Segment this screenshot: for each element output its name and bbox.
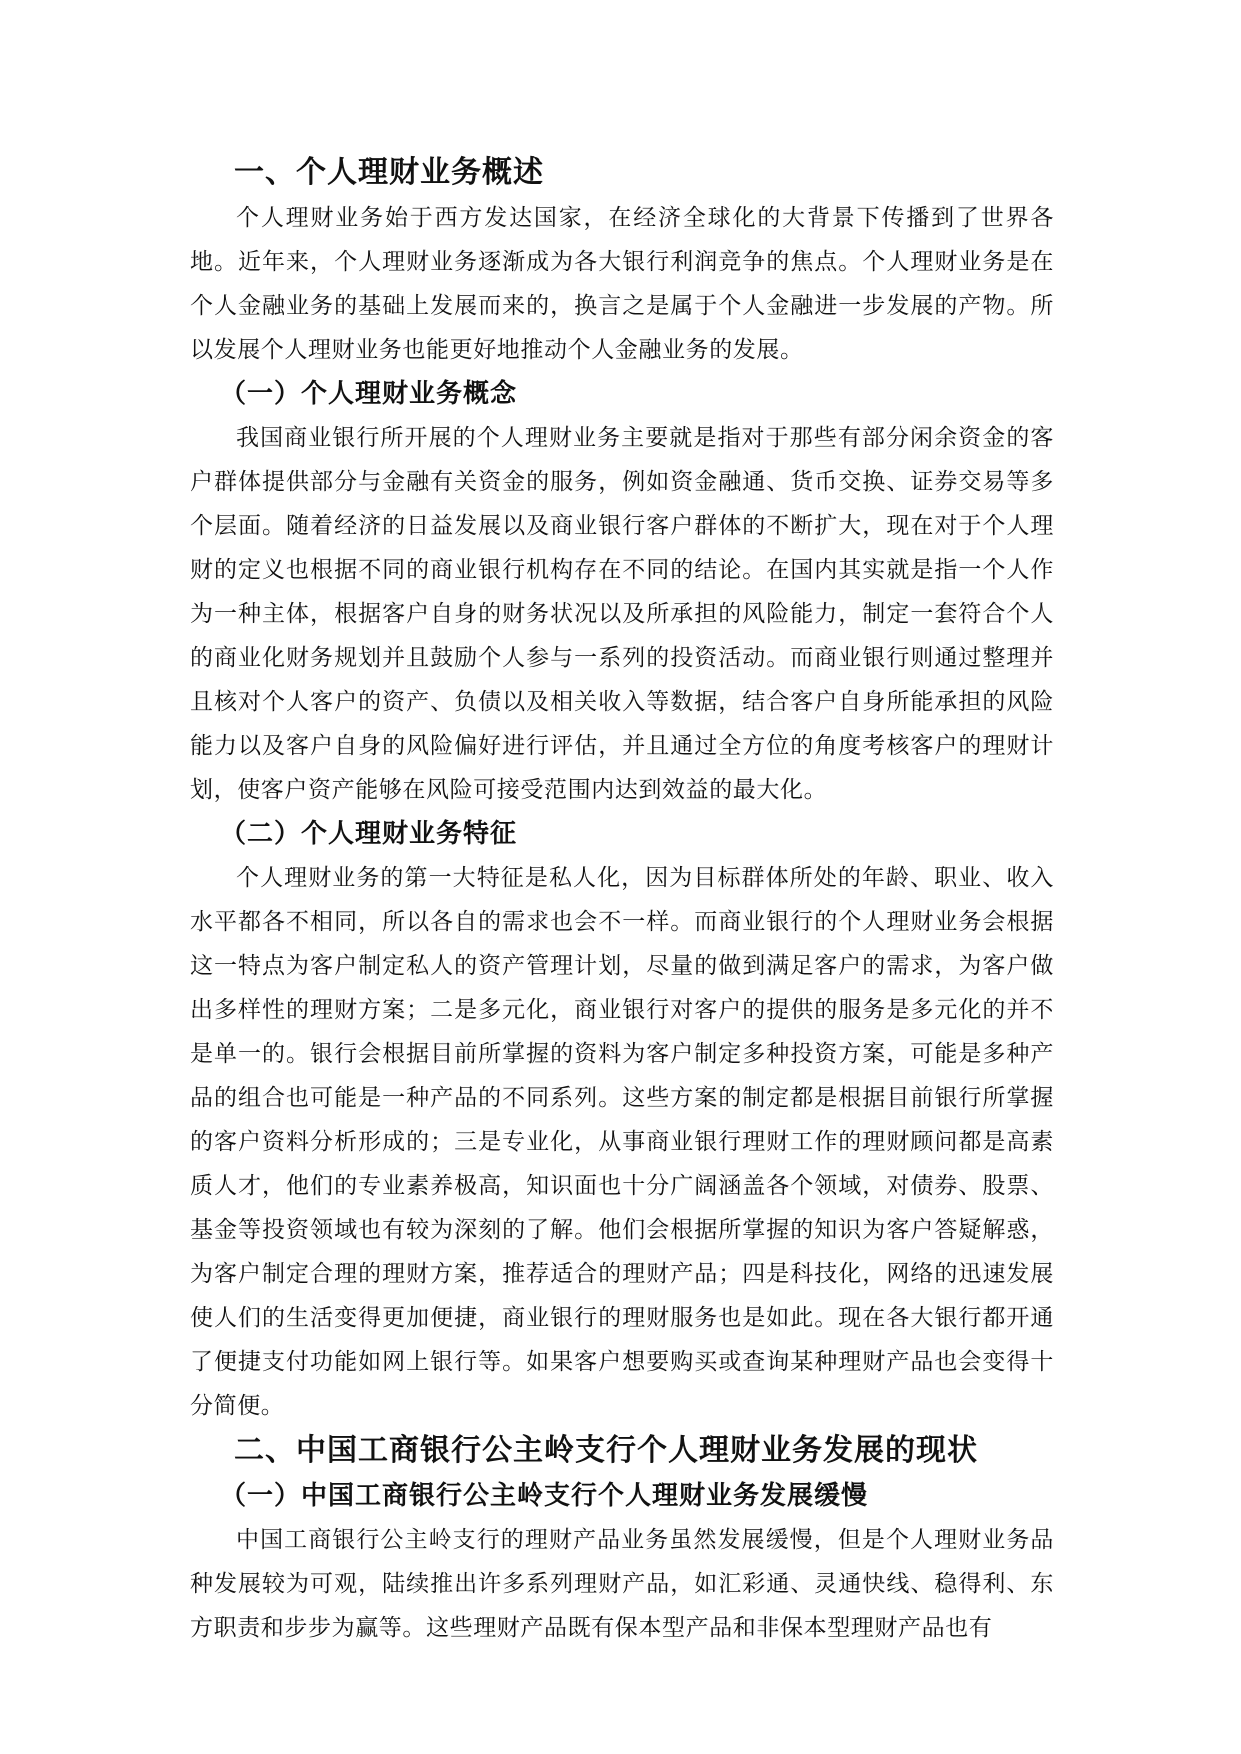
subsection-heading-features: （二）个人理财业务特征 (220, 819, 518, 849)
subsection-heading-concept: （一）个人理财业务概念 (220, 379, 518, 409)
section-heading-overview: 一、个人理财业务概述 (234, 155, 544, 190)
section-heading-status: 二、中国工商银行公主岭支行个人理财业务发展的现状 (234, 1433, 978, 1468)
concept-paragraph: 我国商业银行所开展的个人理财业务主要就是指对于那些有部分闲余资金的客户群体提供部分与金融有关资金的服务，例如资金融通、货币交换、证券交易等多个层面。随着经济的日益发展以及商业银行客户群体的不断扩大，现在对于个人理财的定义也根据不同的商业银行机构存在不同的结论。在国内其实就是指一个人作为一种主体，根据客户自身的财务状况以及所承担的风险能力，制定一套符合个人的商业化财务规划并且鼓励个人参与一系列的投资活动。而商业银行则通过整理并且核对个人客户的资产、负债以及相关收入等数据，结合客户自身所能承担的风险能力以及客户自身的风险偏好进行评估，并且通过全方位的角度考核客户的理财计划，使客户资产能够在风险可接受范围内达到效益的最大化。 (190, 425, 1054, 803)
document-page (190, 140, 1054, 1650)
slow-development-paragraph: 中国工商银行公主岭支行的理财产品业务虽然发展缓慢，但是个人理财业务品种发展较为可观，陆续推出许多系列理财产品，如汇彩通、灵通快线、稳得利、东方职责和步步为赢等。这些理财产品既有保本型产品和非保本型理财产品也有 (190, 1527, 1054, 1641)
subsection-heading-slow-development: （一）中国工商银行公主岭支行个人理财业务发展缓慢 (220, 1481, 869, 1511)
overview-paragraph: 个人理财业务始于西方发达国家，在经济全球化的大背景下传播到了世界各地。近年来，个人理财业务逐渐成为各大银行利润竞争的焦点。个人理财业务是在个人金融业务的基础上发展而来的，换言之是属于个人金融进一步发展的产物。所以发展个人理财业务也能更好地推动个人金融业务的发展。 (190, 205, 1054, 363)
features-paragraph: 个人理财业务的第一大特征是私人化，因为目标群体所处的年龄、职业、收入水平都各不相同，所以各自的需求也会不一样。而商业银行的个人理财业务会根据这一特点为客户制定私人的资产管理计划，尽量的做到满足客户的需求，为客户做出多样性的理财方案；二是多元化，商业银行对客户的提供的服务是多元化的并不是单一的。银行会根据目前所掌握的资料为客户制定多种投资方案，可能是多种产品的组合也可能是一种产品的不同系列。这些方案的制定都是根据目前银行所掌握的客户资料分析形成的；三是专业化，从事商业银行理财工作的理财顾问都是高素质人才，他们的专业素养极高，知识面也十分广阔涵盖各个领域，对债券、股票、基金等投资领域也有较为深刻的了解。他们会根据所掌握的知识为客户答疑解惑，为客户制定合理的理财方案，推荐适合的理财产品；四是科技化，网络的迅速发展使人们的生活变得更加便捷，商业银行的理财服务也是如此。现在各大银行都开通了便捷支付功能如网上银行等。如果客户想要购买或查询某种理财产品也会变得十分简便。 (190, 865, 1054, 1419)
